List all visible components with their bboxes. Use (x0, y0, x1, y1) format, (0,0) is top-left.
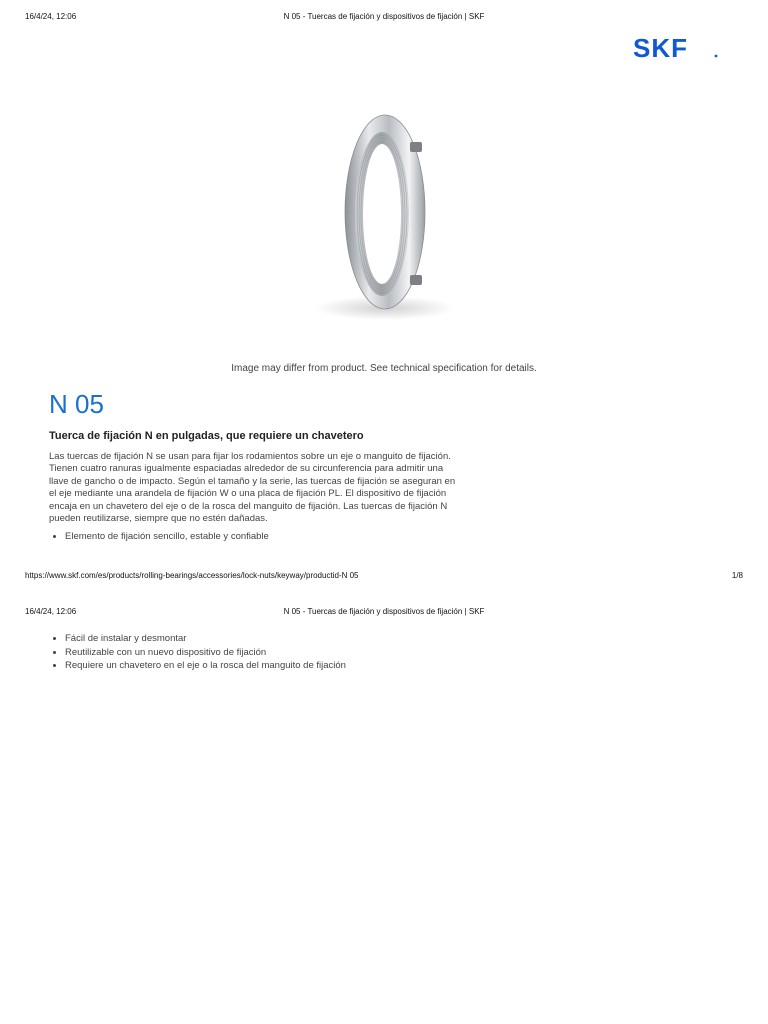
print-page-title: N 05 - Tuercas de fijación y dispositivos de fijación | SKF (283, 12, 485, 21)
feature-list (49, 530, 269, 544)
print-date: 16/4/24, 12:06 (25, 607, 77, 616)
product-name: N 05 (49, 389, 104, 419)
skf-logo-text: SKF (633, 36, 688, 62)
feature-item: • Reutilizable con un nuevo dispositivo de fijación (65, 646, 346, 660)
print-url: https://www.skf.com/es/products/rolling-bearings/accessories/lock-nuts/keyway/productid-N 05 (25, 571, 359, 580)
print-date: 16/4/24, 12:06 (25, 12, 77, 21)
skf-logo[interactable] (633, 36, 719, 62)
print-page-number: 1/8 (731, 571, 743, 580)
product-description: Las tuercas de fijación N se usan para fijar los rodamientos sobre un eje o manguito de fijación. Tienen cuatro ranuras igualmente espaciadas alrededor de su circunferencia para admitir una llave de gancho o de impacto. Según el tamaño y la serie, las tuercas de fijación se aseguran en el eje mediante una arandela de fijación W o una placa de fijación PL. El dispositivo de fijación encaja en un chavetero del eje o de la rosca del manguito de fijación. Las tuercas de fijación N pueden reutilizarse, siempre que no estén dañadas. (49, 451, 456, 525)
product-image-lock-nut (300, 110, 470, 335)
feature-list-continued (49, 632, 346, 673)
print-page-title: N 05 - Tuercas de fijación y dispositivos de fijación | SKF (283, 607, 485, 616)
feature-item: • Fácil de instalar y desmontar (65, 632, 346, 646)
feature-item: • Elemento de fijación sencillo, estable y confiable (65, 530, 269, 544)
feature-item: • Requiere un chavetero en el eje o la rosca del manguito de fijación (65, 659, 346, 673)
product-subtitle: Tuerca de fijación N en pulgadas, que requiere un chavetero (49, 430, 364, 442)
image-disclaimer: Image may differ from product. See technical specification for details. (231, 363, 537, 374)
